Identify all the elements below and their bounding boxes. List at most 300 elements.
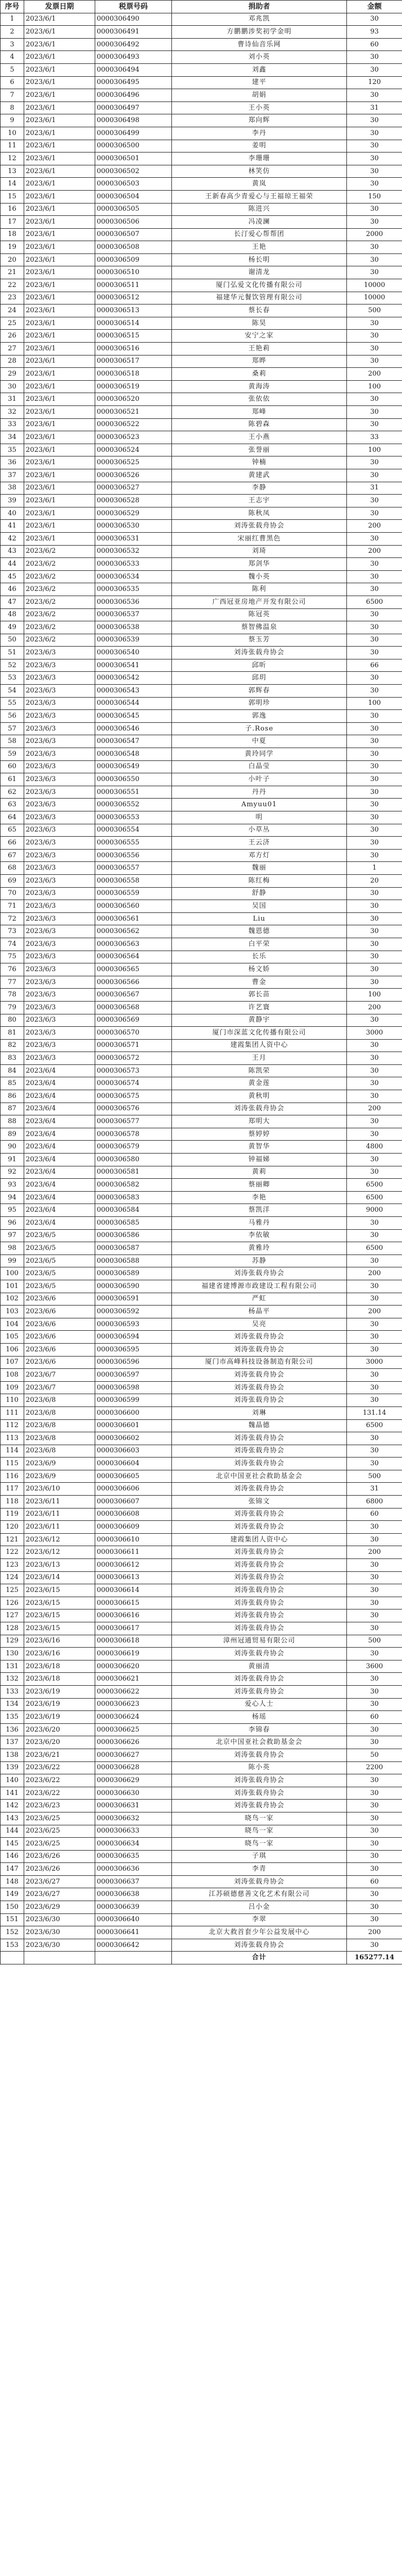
- donor-name: 蔡长春: [172, 304, 347, 317]
- row-index: 113: [1, 1432, 24, 1445]
- invoice-date: 2023/6/3: [24, 710, 95, 723]
- invoice-number: 0000306530: [95, 520, 172, 533]
- amount: 30: [347, 1800, 402, 1812]
- donor-name: 陈秋凤: [172, 507, 347, 520]
- invoice-date: 2023/6/1: [24, 190, 95, 203]
- table-row: [1, 393, 402, 406]
- invoice-number: 0000306490: [95, 13, 172, 26]
- table-row: [1, 1318, 402, 1331]
- donor-name: 杨晶平: [172, 1306, 347, 1318]
- invoice-number: 0000306518: [95, 368, 172, 381]
- donor-name: 郑峰: [172, 406, 347, 419]
- invoice-date: 2023/6/3: [24, 697, 95, 710]
- row-index: 37: [1, 469, 24, 482]
- amount: 30: [347, 748, 402, 761]
- row-index: 47: [1, 596, 24, 608]
- amount: 30: [347, 799, 402, 811]
- amount: 131.14: [347, 1406, 402, 1419]
- table-row: [1, 1838, 402, 1851]
- donor-name: 刘涛张载舟协会: [172, 1584, 347, 1597]
- amount: 3000: [347, 1027, 402, 1040]
- invoice-number: 0000306619: [95, 1648, 172, 1660]
- invoice-date: 2023/6/9: [24, 1470, 95, 1483]
- amount: 30: [347, 152, 402, 165]
- donor-name: 晓鸟一家: [172, 1838, 347, 1851]
- row-index: 144: [1, 1825, 24, 1838]
- donor-name: Liu: [172, 912, 347, 925]
- amount: 30: [347, 456, 402, 469]
- donor-name: 福建华元餐饮管理有限公司: [172, 292, 347, 304]
- invoice-date: 2023/6/3: [24, 849, 95, 862]
- table-row: [1, 1939, 402, 1952]
- donor-name: 厦门市高峰科技设备制造有限公司: [172, 1356, 347, 1369]
- row-index: 70: [1, 887, 24, 900]
- row-index: 57: [1, 722, 24, 735]
- invoice-date: 2023/6/3: [24, 1027, 95, 1040]
- table-row: [1, 444, 402, 456]
- table-row: [1, 330, 402, 343]
- table-row: [1, 1001, 402, 1014]
- row-index: 142: [1, 1800, 24, 1812]
- table-row: [1, 596, 402, 608]
- amount: 4800: [347, 1141, 402, 1154]
- table-row: [1, 621, 402, 634]
- amount: 30: [347, 1394, 402, 1407]
- invoice-number: 0000306528: [95, 495, 172, 507]
- invoice-date: 2023/6/1: [24, 13, 95, 26]
- invoice-date: 2023/6/6: [24, 1318, 95, 1331]
- invoice-date: 2023/6/3: [24, 1039, 95, 1052]
- amount: 1: [347, 862, 402, 875]
- row-index: 54: [1, 685, 24, 698]
- amount: 100: [347, 444, 402, 456]
- invoice-date: 2023/6/1: [24, 203, 95, 216]
- invoice-number: 0000306578: [95, 1128, 172, 1141]
- donor-name: 黄海涛: [172, 380, 347, 393]
- invoice-date: 2023/6/3: [24, 1014, 95, 1027]
- row-index: 32: [1, 406, 24, 419]
- invoice-date: 2023/6/2: [24, 545, 95, 558]
- invoice-date: 2023/6/6: [24, 1293, 95, 1306]
- table-row: [1, 304, 402, 317]
- donor-name: 魏小英: [172, 570, 347, 583]
- table-row: [1, 431, 402, 444]
- donor-name: 长乐: [172, 951, 347, 963]
- amount: 100: [347, 697, 402, 710]
- row-index: 13: [1, 165, 24, 178]
- row-index: 56: [1, 710, 24, 723]
- invoice-date: 2023/6/4: [24, 1115, 95, 1128]
- invoice-number: 0000306517: [95, 355, 172, 368]
- table-row: [1, 1685, 402, 1698]
- donor-name: 漳州冠通贸易有限公司: [172, 1635, 347, 1648]
- invoice-number: 0000306529: [95, 507, 172, 520]
- donor-name: 郭逸: [172, 710, 347, 723]
- invoice-date: 2023/6/4: [24, 1154, 95, 1166]
- row-index: 78: [1, 989, 24, 1002]
- amount: 30: [347, 1698, 402, 1711]
- invoice-number: 0000306627: [95, 1749, 172, 1761]
- invoice-date: 2023/6/6: [24, 1343, 95, 1356]
- invoice-number: 0000306561: [95, 912, 172, 925]
- row-index: 23: [1, 292, 24, 304]
- donor-name: 陈利: [172, 583, 347, 596]
- invoice-date: 2023/6/12: [24, 1533, 95, 1546]
- invoice-date: 2023/6/1: [24, 26, 95, 39]
- donor-name: 郑明大: [172, 1115, 347, 1128]
- invoice-number: 0000306616: [95, 1609, 172, 1622]
- table-row: [1, 1394, 402, 1407]
- amount: 30: [347, 1217, 402, 1230]
- invoice-number: 0000306507: [95, 228, 172, 241]
- donor-name: 刘涛张载舟协会: [172, 1546, 347, 1559]
- amount: 30: [347, 330, 402, 343]
- amount: 31: [347, 482, 402, 495]
- donor-name: 建平: [172, 76, 347, 89]
- invoice-number: 0000306614: [95, 1584, 172, 1597]
- row-index: 10: [1, 127, 24, 140]
- invoice-date: 2023/6/4: [24, 1191, 95, 1204]
- row-index: 11: [1, 140, 24, 152]
- row-index: 101: [1, 1280, 24, 1293]
- invoice-number: 0000306510: [95, 266, 172, 279]
- row-index: 46: [1, 583, 24, 596]
- donor-name: 李珊珊: [172, 152, 347, 165]
- invoice-date: 2023/6/2: [24, 583, 95, 596]
- invoice-date: 2023/6/26: [24, 1850, 95, 1863]
- table-row: [1, 1369, 402, 1382]
- row-index: 149: [1, 1888, 24, 1901]
- donor-name: 小草丛: [172, 824, 347, 837]
- invoice-date: 2023/6/3: [24, 912, 95, 925]
- header-row: [1, 1, 402, 13]
- amount: 30: [347, 178, 402, 191]
- table-row: [1, 1470, 402, 1483]
- amount: 200: [347, 1926, 402, 1939]
- donor-name: 王月: [172, 1052, 347, 1065]
- amount: 60: [347, 1508, 402, 1521]
- table-row: [1, 1863, 402, 1876]
- table-row: [1, 799, 402, 811]
- donor-name: 陈小英: [172, 1761, 347, 1774]
- donor-name: 晓鸟一家: [172, 1825, 347, 1838]
- invoice-number: 0000306593: [95, 1318, 172, 1331]
- row-index: 111: [1, 1406, 24, 1419]
- table-row: [1, 1306, 402, 1318]
- table-row: [1, 1331, 402, 1344]
- table-row: [1, 228, 402, 241]
- invoice-number: 0000306566: [95, 976, 172, 989]
- invoice-date: 2023/6/1: [24, 51, 95, 64]
- invoice-date: 2023/6/1: [24, 520, 95, 533]
- table-row: [1, 292, 402, 304]
- invoice-number: 0000306544: [95, 697, 172, 710]
- table-row: [1, 1432, 402, 1445]
- table-row: [1, 368, 402, 381]
- table-row: [1, 545, 402, 558]
- donor-name: 郭明珍: [172, 697, 347, 710]
- invoice-number: 0000306555: [95, 837, 172, 850]
- invoice-number: 0000306509: [95, 253, 172, 266]
- invoice-number: 0000306613: [95, 1571, 172, 1584]
- table-row: [1, 1052, 402, 1065]
- donor-name: 魏丽: [172, 862, 347, 875]
- invoice-date: 2023/6/2: [24, 570, 95, 583]
- invoice-number: 0000306533: [95, 558, 172, 571]
- amount: 30: [347, 13, 402, 26]
- invoice-number: 0000306539: [95, 634, 172, 647]
- amount: 30: [347, 1648, 402, 1660]
- table-row: [1, 507, 402, 520]
- donor-name: 魏晶德: [172, 1419, 347, 1432]
- invoice-date: 2023/6/11: [24, 1508, 95, 1521]
- invoice-number: 0000306548: [95, 748, 172, 761]
- invoice-number: 0000306547: [95, 735, 172, 748]
- invoice-date: 2023/6/1: [24, 495, 95, 507]
- invoice-date: 2023/6/1: [24, 317, 95, 330]
- invoice-date: 2023/6/18: [24, 1660, 95, 1673]
- invoice-number: 0000306516: [95, 343, 172, 355]
- amount: 6500: [347, 596, 402, 608]
- invoice-number: 0000306546: [95, 722, 172, 735]
- invoice-number: 0000306552: [95, 799, 172, 811]
- total-index-cell: [1, 1952, 24, 1964]
- amount: 30: [347, 1559, 402, 1572]
- table-row: [1, 13, 402, 26]
- table-row: [1, 1267, 402, 1280]
- amount: 120: [347, 76, 402, 89]
- table-row: [1, 1154, 402, 1166]
- donor-name: 王小英: [172, 101, 347, 114]
- invoice-date: 2023/6/5: [24, 1267, 95, 1280]
- donor-name: 刘涛张载舟协会: [172, 1103, 347, 1115]
- row-index: 104: [1, 1318, 24, 1331]
- donor-name: 陈碧森: [172, 418, 347, 431]
- table-row: [1, 1812, 402, 1825]
- table-row: [1, 1039, 402, 1052]
- table-row: [1, 266, 402, 279]
- amount: 30: [347, 1622, 402, 1635]
- row-index: 17: [1, 216, 24, 229]
- invoice-date: 2023/6/3: [24, 786, 95, 799]
- row-index: 94: [1, 1191, 24, 1204]
- donor-name: 吴亮: [172, 1318, 347, 1331]
- donor-name: 方鹏鹏涉奖初学金明: [172, 26, 347, 39]
- row-index: 129: [1, 1635, 24, 1648]
- invoice-date: 2023/6/3: [24, 760, 95, 773]
- donor-name: 黄玲同学: [172, 748, 347, 761]
- donor-name: 黄莉: [172, 1166, 347, 1179]
- invoice-number: 0000306570: [95, 1027, 172, 1040]
- invoice-date: 2023/6/4: [24, 1064, 95, 1077]
- invoice-number: 0000306602: [95, 1432, 172, 1445]
- amount: 6500: [347, 1191, 402, 1204]
- row-index: 36: [1, 456, 24, 469]
- donor-name: 北京中国亚社会救助基金会: [172, 1736, 347, 1749]
- invoice-date: 2023/6/29: [24, 1901, 95, 1914]
- table-row: [1, 1597, 402, 1609]
- amount: 30: [347, 1458, 402, 1470]
- amount: 2000: [347, 228, 402, 241]
- invoice-date: 2023/6/1: [24, 165, 95, 178]
- amount: 30: [347, 1901, 402, 1914]
- table-row: [1, 722, 402, 735]
- table-row: [1, 216, 402, 229]
- row-index: 63: [1, 799, 24, 811]
- donor-name: 刘涛张载舟协会: [172, 1521, 347, 1534]
- invoice-date: 2023/6/1: [24, 241, 95, 254]
- row-index: 139: [1, 1761, 24, 1774]
- invoice-number: 0000306599: [95, 1394, 172, 1407]
- invoice-number: 0000306620: [95, 1660, 172, 1673]
- col-header-amount: 金额: [347, 1, 402, 13]
- amount: 30: [347, 558, 402, 571]
- row-index: 120: [1, 1521, 24, 1534]
- row-index: 25: [1, 317, 24, 330]
- amount: 31: [347, 101, 402, 114]
- row-index: 140: [1, 1774, 24, 1787]
- donor-name: 杨长明: [172, 253, 347, 266]
- invoice-date: 2023/6/1: [24, 228, 95, 241]
- donor-name: 刘涛张载舟协会: [172, 1381, 347, 1394]
- donor-name: 白晶莹: [172, 760, 347, 773]
- table-row: [1, 343, 402, 355]
- donor-name: 蔡丽卿: [172, 1179, 347, 1192]
- row-index: 109: [1, 1381, 24, 1394]
- row-index: 84: [1, 1064, 24, 1077]
- amount: 60: [347, 1711, 402, 1724]
- invoice-date: 2023/6/2: [24, 596, 95, 608]
- row-index: 126: [1, 1597, 24, 1609]
- invoice-date: 2023/6/3: [24, 672, 95, 685]
- invoice-date: 2023/6/1: [24, 63, 95, 76]
- invoice-number: 0000306642: [95, 1939, 172, 1952]
- table-row: [1, 760, 402, 773]
- amount: 30: [347, 355, 402, 368]
- row-index: 102: [1, 1293, 24, 1306]
- invoice-date: 2023/6/7: [24, 1369, 95, 1382]
- donor-name: 杨文娇: [172, 963, 347, 976]
- table-row: [1, 456, 402, 469]
- invoice-number: 0000306512: [95, 292, 172, 304]
- donor-name: 姜明: [172, 140, 347, 152]
- amount: 66: [347, 659, 402, 672]
- donor-name: 桑莉: [172, 368, 347, 381]
- table-row: [1, 1014, 402, 1027]
- amount: 30: [347, 634, 402, 647]
- row-index: 81: [1, 1027, 24, 1040]
- invoice-date: 2023/6/3: [24, 963, 95, 976]
- amount: 30: [347, 672, 402, 685]
- row-index: 27: [1, 343, 24, 355]
- row-index: 147: [1, 1863, 24, 1876]
- invoice-date: 2023/6/4: [24, 1179, 95, 1192]
- row-index: 74: [1, 938, 24, 951]
- amount: 30: [347, 1166, 402, 1179]
- row-index: 2: [1, 26, 24, 39]
- invoice-number: 0000306586: [95, 1229, 172, 1242]
- table-row: [1, 1648, 402, 1660]
- table-row: [1, 1229, 402, 1242]
- row-index: 42: [1, 532, 24, 545]
- invoice-date: 2023/6/2: [24, 634, 95, 647]
- invoice-number: 0000306536: [95, 596, 172, 608]
- amount: 30: [347, 1343, 402, 1356]
- amount: 3600: [347, 1660, 402, 1673]
- amount: 30: [347, 507, 402, 520]
- invoice-date: 2023/6/13: [24, 1559, 95, 1572]
- donor-name: 黄智华: [172, 1141, 347, 1154]
- donor-name: 宋丽红曹黑色: [172, 532, 347, 545]
- table-row: [1, 1571, 402, 1584]
- invoice-number: 0000306597: [95, 1369, 172, 1382]
- row-index: 82: [1, 1039, 24, 1052]
- invoice-date: 2023/6/3: [24, 951, 95, 963]
- amount: 30: [347, 1052, 402, 1065]
- donor-name: 郭辉春: [172, 685, 347, 698]
- invoice-number: 0000306527: [95, 482, 172, 495]
- invoice-date: 2023/6/1: [24, 304, 95, 317]
- row-index: 26: [1, 330, 24, 343]
- invoice-date: 2023/6/3: [24, 647, 95, 659]
- donor-name: 李青: [172, 1863, 347, 1876]
- row-index: 80: [1, 1014, 24, 1027]
- row-index: 127: [1, 1609, 24, 1622]
- amount: 30: [347, 241, 402, 254]
- table-row: [1, 1533, 402, 1546]
- invoice-date: 2023/6/6: [24, 1356, 95, 1369]
- donor-name: 子.Rose: [172, 722, 347, 735]
- amount: 30: [347, 621, 402, 634]
- table-row: [1, 748, 402, 761]
- amount: 30: [347, 849, 402, 862]
- table-row: [1, 837, 402, 850]
- row-index: 115: [1, 1458, 24, 1470]
- amount: 60: [347, 1875, 402, 1888]
- table-row: [1, 1381, 402, 1394]
- table-row: [1, 1711, 402, 1724]
- donor-name: 黄建武: [172, 469, 347, 482]
- amount: 30: [347, 1939, 402, 1952]
- row-index: 39: [1, 495, 24, 507]
- invoice-number: 0000306568: [95, 1001, 172, 1014]
- table-row: [1, 165, 402, 178]
- invoice-date: 2023/6/1: [24, 380, 95, 393]
- invoice-date: 2023/6/6: [24, 1306, 95, 1318]
- invoice-number: 0000306492: [95, 38, 172, 51]
- invoice-date: 2023/6/3: [24, 989, 95, 1002]
- row-index: 93: [1, 1179, 24, 1192]
- amount: 30: [347, 1255, 402, 1267]
- donor-name: 林笑仿: [172, 165, 347, 178]
- row-index: 99: [1, 1255, 24, 1267]
- invoice-number: 0000306641: [95, 1926, 172, 1939]
- row-index: 9: [1, 114, 24, 127]
- invoice-number: 0000306559: [95, 887, 172, 900]
- donor-name: 马雅丹: [172, 1217, 347, 1230]
- invoice-date: 2023/6/7: [24, 1381, 95, 1394]
- invoice-number: 0000306557: [95, 862, 172, 875]
- invoice-date: 2023/6/21: [24, 1749, 95, 1761]
- amount: 30: [347, 608, 402, 621]
- table-row: [1, 900, 402, 913]
- invoice-number: 0000306525: [95, 456, 172, 469]
- invoice-number: 0000306587: [95, 1242, 172, 1255]
- table-row: [1, 976, 402, 989]
- amount: 30: [347, 951, 402, 963]
- row-index: 79: [1, 1001, 24, 1014]
- invoice-date: 2023/6/1: [24, 253, 95, 266]
